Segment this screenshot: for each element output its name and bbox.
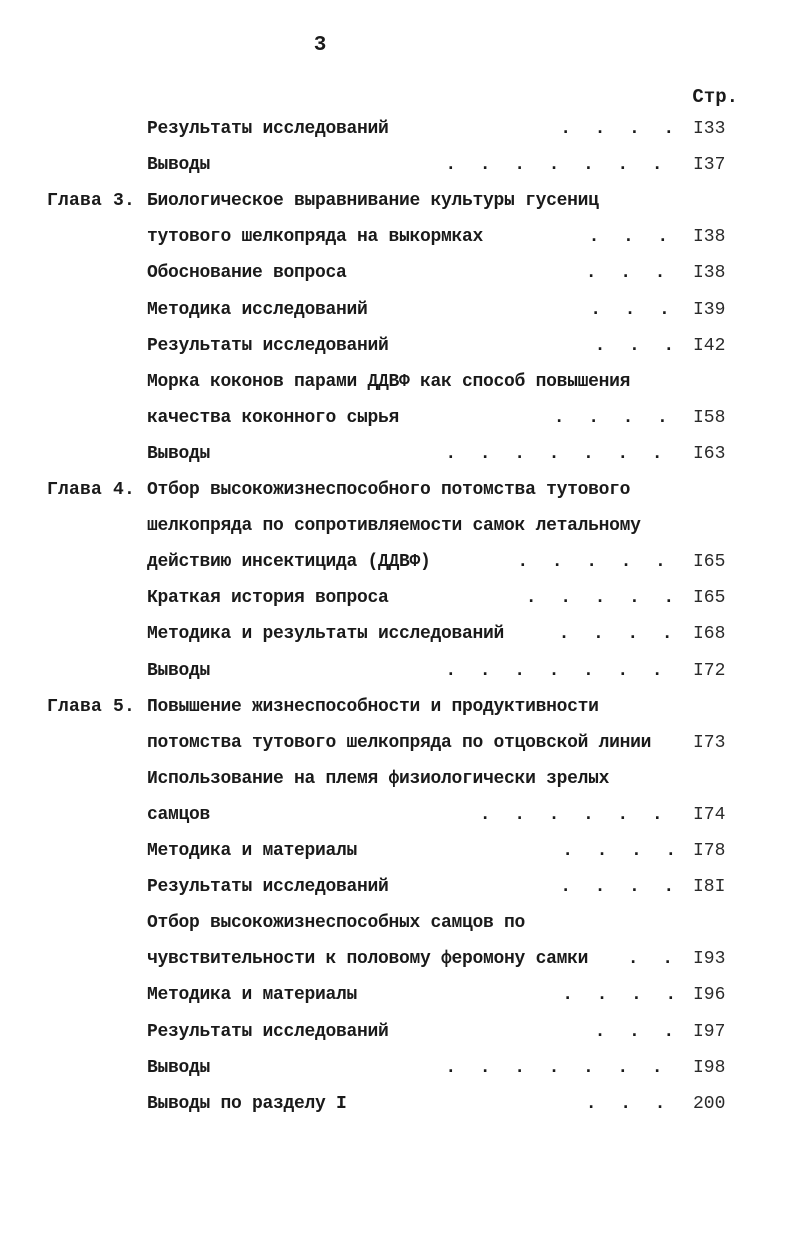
toc-entry — [0, 1052, 795, 1084]
toc-entry — [0, 438, 795, 470]
toc-entry — [0, 113, 795, 145]
dot-leader: . . — [627, 949, 680, 970]
dot-leader: . . . . — [558, 624, 680, 645]
page-column-label: Стр. — [692, 86, 738, 108]
entry-title: чувствительности к половому феромону самки — [147, 949, 589, 970]
toc-entry — [0, 366, 795, 398]
entry-title: Повышение жизнеспособности и продуктивности — [147, 696, 599, 717]
toc-entry — [0, 691, 795, 723]
toc-entry — [0, 835, 795, 867]
entry-title: Обоснование вопроса — [147, 263, 347, 284]
toc-entry — [0, 294, 795, 326]
toc-entry — [0, 221, 795, 253]
dot-leader: . . . — [590, 299, 677, 320]
dot-leader: . . . — [585, 263, 672, 284]
entry-title: Краткая история вопроса — [147, 588, 389, 609]
entry-title: Морка коконов парами ДДВФ как способ повышения — [147, 371, 631, 392]
dot-leader: . . . . — [560, 877, 681, 898]
entry-title: Методика исследований — [147, 299, 368, 320]
entry-title: Биологическое выравнивание культуры гусениц — [147, 191, 599, 212]
page-reference: I74 — [693, 804, 726, 825]
entry-title: самцов — [147, 804, 211, 825]
dot-leader: . . . . . . . — [445, 443, 670, 464]
entry-title: Выводы по разделу I — [147, 1093, 347, 1114]
dot-leader: . . . . . — [525, 588, 681, 609]
toc-entry — [0, 618, 795, 650]
dot-leader: . . . . — [562, 841, 683, 861]
entry-title: Методика и результаты исследований — [147, 624, 505, 645]
dot-leader: . . . — [594, 1021, 681, 1042]
entry-title: Результаты исследований — [147, 119, 389, 139]
entry-title: тутового шелкопряда на выкормках — [147, 227, 484, 248]
toc-entry — [0, 257, 795, 289]
page-reference: I97 — [693, 1021, 726, 1042]
dot-leader: . . . . — [562, 985, 683, 1006]
entry-title: Выводы — [147, 443, 211, 464]
toc-entry — [0, 185, 795, 217]
page-reference: I93 — [693, 949, 726, 970]
entry-title: потомства тутового шелкопряда по отцовской линии — [147, 732, 652, 753]
page-reference: I98 — [693, 1057, 726, 1078]
page-reference: I33 — [693, 119, 726, 139]
toc-entry — [0, 546, 795, 578]
page-reference: I39 — [693, 299, 726, 320]
toc-entry — [0, 763, 795, 795]
entry-title: Методика и материалы — [147, 985, 358, 1006]
page-reference: I68 — [693, 624, 726, 645]
entry-title: Результаты исследований — [147, 877, 389, 898]
toc-entry — [0, 727, 795, 759]
entry-title: действию инсектицида (ДДВФ) — [147, 552, 431, 573]
page-reference: I96 — [693, 985, 726, 1006]
page-number: 3 — [313, 34, 327, 57]
entry-title: Отбор высокожизнеспособного потомства тутового — [147, 480, 631, 500]
entry-title: качества коконного сырья — [147, 407, 400, 428]
dot-leader: . . . . . — [517, 552, 673, 573]
entry-title: Выводы — [147, 155, 211, 176]
toc-entry — [0, 871, 795, 903]
dot-leader: . . . . . . . — [445, 155, 670, 176]
entry-title: Отбор высокожизнеспособных самцов по — [147, 913, 526, 934]
toc-entry — [0, 907, 795, 939]
entry-title: Выводы — [147, 660, 211, 681]
entry-title: Использование на племя физиологически зрелых — [147, 768, 610, 789]
toc-entry — [0, 979, 795, 1011]
toc-entry — [0, 799, 795, 831]
page-reference: I37 — [693, 155, 726, 176]
toc-entry — [0, 149, 795, 181]
toc-entry — [0, 655, 795, 687]
page-reference: I42 — [693, 335, 726, 356]
toc-entry — [0, 402, 795, 434]
toc-entry — [0, 510, 795, 542]
dot-leader: . . . — [588, 227, 675, 248]
toc-entry — [0, 1016, 795, 1048]
toc-entry — [0, 330, 795, 362]
entry-title: шелкопряда по сопротивляемости самок летальному — [147, 516, 641, 537]
page-reference: I65 — [693, 552, 726, 573]
entry-title: Результаты исследований — [147, 1021, 389, 1042]
page-reference: 200 — [693, 1093, 726, 1114]
dot-leader: . . . . — [560, 119, 681, 139]
dot-leader: . . . — [585, 1093, 672, 1114]
page-reference: I8I — [693, 877, 726, 898]
page-reference: I38 — [693, 263, 726, 284]
toc-entry — [0, 582, 795, 614]
dot-leader: . . . . . . — [479, 804, 670, 825]
page-reference: I78 — [693, 841, 726, 861]
entry-title: Выводы — [147, 1057, 211, 1078]
toc-entry — [0, 1088, 795, 1120]
toc-entry — [0, 474, 795, 506]
dot-leader: . . . . . . . — [445, 660, 670, 681]
dot-leader: . . . . . . . — [445, 1057, 670, 1078]
entry-title: Результаты исследований — [147, 335, 389, 356]
dot-leader: . . . — [594, 335, 681, 356]
chapter-label: Глава 3. — [47, 191, 136, 212]
page-reference: I63 — [693, 443, 726, 464]
page-reference: I65 — [693, 588, 726, 609]
toc-entry — [0, 943, 795, 975]
page-reference: I72 — [693, 660, 726, 681]
dot-leader: . . . . — [553, 407, 675, 428]
entry-title: Методика и материалы — [147, 841, 358, 861]
chapter-label: Глава 4. — [47, 480, 136, 500]
page-reference: I38 — [693, 227, 726, 248]
page-reference: I58 — [693, 407, 726, 428]
page-reference: I73 — [693, 732, 726, 753]
chapter-label: Глава 5. — [47, 696, 136, 717]
